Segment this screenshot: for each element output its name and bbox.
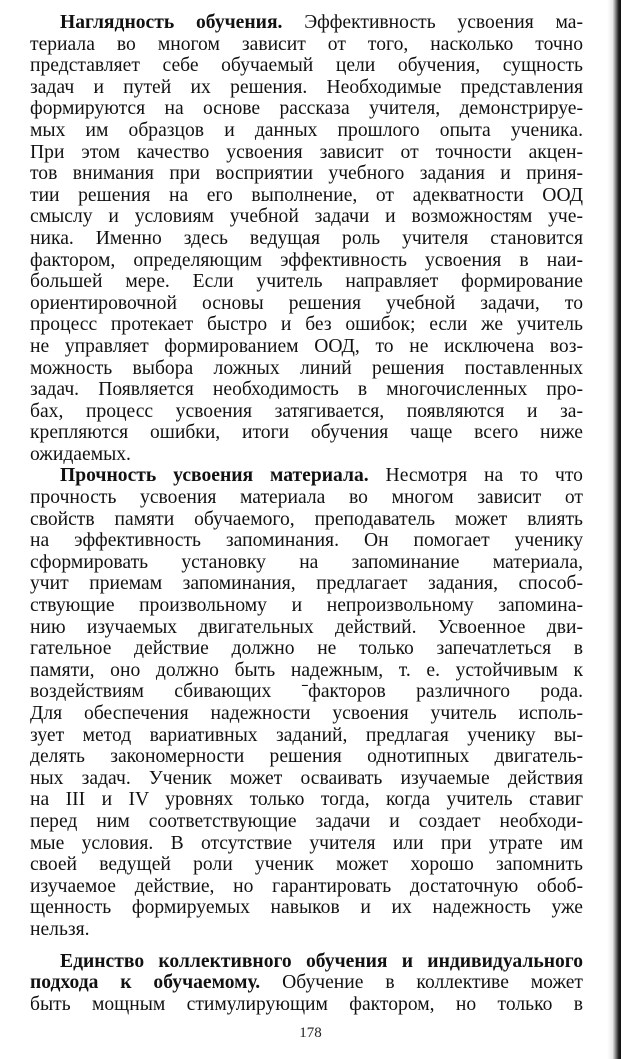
text-line: фактором, определяющим эффективность усвоения в наи- [30, 249, 583, 271]
text-line: Наглядность обучения. Эффективность усвоения ма- [60, 12, 583, 33]
text-line: мые условия. В отсутствие учителя или при утрате им [30, 832, 583, 854]
text-line: большей мере. Если учитель направляет формирование [30, 271, 583, 293]
text-line: воздействиям сбивающих ˉфакторов различного рода. [30, 681, 583, 703]
text-line: на эффективность запоминания. Он помогает ученику [30, 530, 583, 552]
text-line: нельзя. [30, 918, 90, 940]
text-line: подхода к обучаемому. Обучение в коллективе может [30, 972, 583, 994]
text-line: смыслу и условиям учебной задачи и возможностям уче- [30, 206, 583, 228]
text-line: прочность усвоения материала во многом зависит от [30, 487, 583, 509]
text-line: можность выбора ложных линий решения поставленных [30, 357, 583, 379]
text-line: учит приемам запоминания, предлагает задания, способ- [30, 573, 583, 595]
text-line: перед ним соответствующие задачи и создает необходи- [30, 810, 583, 832]
paragraph-heading: Единство коллективного обучения и индивидуального [60, 950, 583, 972]
text-line: крепляются ошибки, итоги обучения чаще всего ниже [30, 422, 583, 444]
paragraph-prochnost [30, 465, 583, 940]
text-line: Для обеспечения надежности усвоения учитель исполь- [30, 703, 583, 724]
text-line: быть мощным стимулирующим фактором, но только в [30, 993, 583, 1015]
text-line: сформировать установку на запоминание материала, [30, 551, 583, 573]
text-line: задач. Появляется необходимость в многочисленных про- [30, 379, 583, 401]
paragraph-naglyadnost [30, 12, 583, 465]
text-line: делять закономерности решения однотипных двигатель- [30, 746, 583, 768]
text-line: ориентировочной основы решения учебной задачи, то [30, 292, 583, 314]
text-line: ника. Именно здесь ведущая роль учителя становится [30, 227, 583, 249]
text-line: тии решения на его выполнение, от адекватности ООД [30, 184, 583, 206]
paragraph-gap [30, 941, 583, 951]
text-line: При этом качество усвоения зависит от точности акцен- [30, 141, 583, 163]
text-line: мых им образцов и данных прошлого опыта ученика. [30, 119, 583, 141]
text-line: бах, процесс усвоения затягивается, появляются и за- [30, 400, 583, 422]
text-line: ожидаемых. [30, 443, 131, 465]
text-line: щенность формируемых навыков и их надежность уже [30, 897, 583, 919]
paragraph-heading: подхода к обучаемому. [30, 972, 261, 994]
text-line: процесс протекает быстро и без ошибок; если же учитель [30, 314, 583, 336]
text-line: на III и IV уровнях только тогда, когда учитель ставиг [30, 789, 583, 811]
paragraph-heading: Прочность усвоения материала. [60, 465, 369, 487]
text-line: памяти, оно должно быть надежным, т. е. устойчивым к [30, 659, 583, 681]
text-line: представляет себе обучаемый цели обучения, сущность [30, 55, 583, 77]
text-line: зует метод вариативных заданий, предлагая ученику вы- [30, 724, 583, 746]
text-line: не управляет формированием ООД, то не исключена воз- [30, 335, 583, 357]
text-line: гательное действие должно не только запечатлеться в [30, 638, 583, 660]
book-page [30, 12, 583, 1015]
text-line: изучаемое действие, но гарантировать достаточную обоб- [30, 875, 583, 897]
text-line: териала во многом зависит от того, насколько точно [30, 33, 583, 55]
text-line: Прочность усвоения материала. Несмотря на то что [60, 465, 583, 487]
paragraph-heading: Наглядность обучения. [60, 12, 283, 33]
text-line: тов внимания при восприятии учебного задания и приня- [30, 163, 583, 185]
text-line: ствующие произвольному и непроизвольному запомина- [30, 595, 583, 617]
text-line: задач и путей их решения. Необходимые представления [30, 76, 583, 98]
text-line: нию изучаемых двигательных действий. Усвоенное дви- [30, 616, 583, 638]
page-edge-shadow [607, 0, 621, 1059]
text-line: своей ведущей роли ученик может хорошо запомнить [30, 854, 583, 876]
text-line: ных задач. Ученик может осваивать изучаемые действия [30, 767, 583, 789]
page-number: 178 [299, 1025, 322, 1041]
paragraph-edinstvo [30, 951, 583, 1016]
text-line: свойств памяти обучаемого, преподаватель может влиять [30, 508, 583, 530]
text-line: формируются на основе рассказа учителя, демонстрируе- [30, 98, 583, 120]
